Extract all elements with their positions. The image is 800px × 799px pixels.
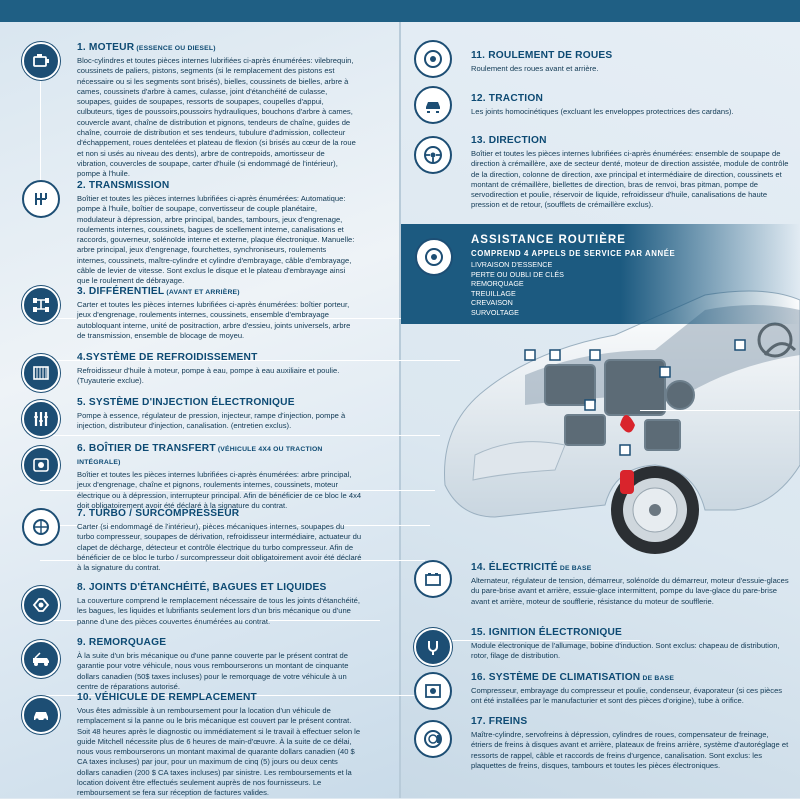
section-body: Roulement des roues avant et arrière. bbox=[471, 64, 599, 73]
roadside-assistance-banner bbox=[401, 224, 800, 324]
section-title: 3. DIFFÉRENTIEL (AVANT ET ARRIÈRE) bbox=[77, 286, 240, 297]
radiator-icon bbox=[22, 354, 60, 392]
section-body: À la suite d'un bris mécanique ou d'une panne couverte par le présent contrat de garantie pour votre véhicule, nous vous rembourserons un montant de cinquante dollars canadien (50$ taxes incluses) pour le remorquage de votre véhicule à un centre de réparations autorisé. bbox=[77, 651, 349, 691]
assistance-item: PERTE OU OUBLI DE CLÉS bbox=[471, 269, 564, 279]
assistance-title: ASSISTANCE ROUTIÈRE bbox=[471, 234, 626, 246]
assistance-list bbox=[471, 260, 564, 317]
section-seals bbox=[77, 582, 362, 627]
gearshift-icon bbox=[22, 180, 60, 218]
section-body: Module électronique de l'allumage, bobine d'induction. Sont exclus: chapeau de distribution, rotor, filage de distribution. bbox=[471, 641, 780, 661]
section-body: Carter et toutes les pièces internes lubrifiées ci-après énumérées: boîtier porteur, jeux d'engrenage, roulements internes, coussinets, ensemble d'embrayage autobloquant interne, unité de positraction, arbre d'essieu, joints universels, arbre de transmission, ensemble de blocage de moyeu. bbox=[77, 300, 351, 340]
section-electricity bbox=[471, 562, 791, 607]
section-title: 6. BOÎTIER DE TRANSFERT (VÉHICULE 4X4 OU TRACTION INTÉGRALE) bbox=[77, 443, 323, 466]
section-brakes bbox=[471, 716, 791, 771]
section-air-conditioning bbox=[471, 672, 791, 707]
section-title: 7. TURBO / SURCOMPRESSEUR bbox=[77, 508, 240, 519]
connector-line bbox=[40, 435, 440, 436]
top-band bbox=[0, 0, 800, 22]
panel-divider bbox=[399, 22, 401, 798]
section-title: 15. IGNITION ÉLECTRONIQUE bbox=[471, 627, 623, 638]
roadside-wheel-icon bbox=[415, 238, 453, 276]
connector-line bbox=[40, 74, 41, 184]
connector-line bbox=[640, 410, 800, 411]
assistance-item: SURVOLTAGE bbox=[471, 307, 519, 317]
section-body: Alternateur, régulateur de tension, démarreur, solénoïde du démarreur, moteur d'essuie-glaces du pare-brise avant et arrière, essuie-glace intermittent, pompe du lave-glace du pare-brise avant et arrière, moteur de soufflerie, résistance du moteur de soufflerie. bbox=[471, 576, 789, 606]
section-traction bbox=[471, 93, 791, 117]
battery-icon bbox=[414, 560, 452, 598]
section-title: 8. JOINTS D'ÉTANCHÉITÉ, BAGUES ET LIQUIDES bbox=[77, 582, 327, 593]
section-title: 16. SYSTÈME DE CLIMATISATION DE BASE bbox=[471, 672, 675, 683]
section-body: Compresseur, embrayage du compresseur et poulie, condenseur, évaporateur (si ces pièces ont été installées par le manufacturier et sont des pièces d'origine), tube à orifice. bbox=[471, 686, 783, 706]
section-transfer-case bbox=[77, 443, 362, 511]
assistance-item: CREVAISON bbox=[471, 298, 513, 307]
traction-icon bbox=[414, 86, 452, 124]
section-replacement-vehicle bbox=[77, 692, 362, 799]
section-injection bbox=[77, 397, 357, 432]
section-towing bbox=[77, 637, 362, 692]
engine-icon bbox=[22, 42, 60, 80]
section-steering bbox=[471, 135, 791, 211]
section-cooling bbox=[77, 352, 357, 387]
section-transmission bbox=[77, 180, 357, 287]
section-wheel-bearing bbox=[471, 50, 791, 74]
section-ignition bbox=[471, 627, 791, 662]
assistance-item: REMORQUAGE bbox=[471, 279, 524, 288]
section-body: Maître-cylindre, servofreins à dépression, cylindres de roues, compensateur de freinage, étriers de freins à disques avant et arrière, plateaux de freins arrière, système d'autoréglage et ressorts de rappel, câble et raccords de freins d'urgence, canalisation. Sont exclus: les plaquettes de freins, disques, tambours et toutes les pièces électroniques. bbox=[471, 730, 789, 770]
section-title: 9. REMORQUAGE bbox=[77, 637, 167, 648]
section-title: 11. ROULEMENT DE ROUES bbox=[471, 50, 613, 61]
car-keys-icon bbox=[22, 696, 60, 734]
brake-disc-icon bbox=[414, 720, 452, 758]
steering-wheel-icon bbox=[414, 136, 452, 174]
section-body: Pompe à essence, régulateur de pression, injecteur, rampe d'injection, pompe à injection, distributeur d'injection, canalisation. (entretien exclus). bbox=[77, 411, 346, 431]
section-body: Carter (si endommagé de l'intérieur), pièces mécaniques internes, soupapes du turbo compresseur, soupapes de dérivation, refroidisseur intermédiaire, actuateur du clapet de décharge, détecteur et contrôle électrique du turbo compresseur. Afin de bénéficier de ce bloc le turbo / surcompresseur doit obligatoirement avoir été déclaré à la signature du contrat. bbox=[77, 522, 362, 573]
differential-icon bbox=[22, 286, 60, 324]
section-title: 13. DIRECTION bbox=[471, 135, 547, 146]
section-title: 12. TRACTION bbox=[471, 93, 544, 104]
ignition-icon bbox=[414, 628, 452, 666]
transfer-case-icon bbox=[22, 446, 60, 484]
assistance-subtitle: COMPREND 4 APPELS DE SERVICE PAR ANNÉE bbox=[471, 249, 676, 258]
section-differential bbox=[77, 286, 357, 341]
section-title: 10. VÉHICULE DE REMPLACEMENT bbox=[77, 692, 257, 703]
section-body: Bloc-cylindres et toutes pièces internes lubrifiées ci-après énumérées: vilebrequin, coussinets de paliers, pistons, segments (si le remplacement des pistons est nécessaire ou si les segments sont brisés), bielles, coussinets de bielles, arbre à cames, coussinets d'arbre à cames, culasse, joint d'étanchéité de culasse, soupapes, guides de soupapes, ressorts de soupapes, coupelles d'appui, culbuteurs, tiges de poussoirs,poussoirs hydrauliques, bouchons d'arbre à cames, couvercle avant, chaîne de distribution et pignons, tendeurs de chaîne, guides de chaîne, courroie de distribution et ses tendeurs, tubulure d'admission, collecteur d'échappement, roues dentelées et plateau de flexion (si brisés au cœur de la roue et non si usés au niveau des dents), arbre de contrepoids, amortisseur de vibration, couvercles de soupape, carter d'huile (si endommagé de l'intérieur), pompe à l'huile. bbox=[77, 56, 356, 179]
section-body: La couverture comprend le remplacement nécessaire de tous les joints d'étanchéité, les bagues, les liquides et lubrifiants seulement lors d'un bris mécanique ou d'une panne d'une des pièces couvertes énumérées au contrat. bbox=[77, 596, 360, 626]
section-motor bbox=[77, 42, 357, 180]
turbo-icon bbox=[22, 508, 60, 546]
wheel-bearing-icon bbox=[414, 40, 452, 78]
section-turbo bbox=[77, 508, 362, 573]
injector-icon bbox=[22, 400, 60, 438]
section-title: 17. FREINS bbox=[471, 716, 528, 727]
gasket-icon bbox=[22, 586, 60, 624]
assistance-item: TREUILLAGE bbox=[471, 288, 516, 298]
section-body: Vous êtes admissible à un remboursement pour la location d'un véhicule de remplacement si la panne ou le bris mécanique est couvert par le présent contrat. Soit 48 heures après le diagnostic ou immédiatement si le travail à effectuer selon le guide Mitchell nécessite plus de 6 heures de main-d'œuvre. À la suite de ce délai, nous vous rembourserons un montant maximal de quarante dollars canadien (40 $ CA taxes incluses) par jour, pour un maximum de cinq (5) jours ou deux cents dollars canadien (200 $ CA taxes incluses) par sinistre. Les remboursements et la location doivent être effectués seulement auprès de nos fournisseurs. Le remboursement se fera sur réception de factures valides. bbox=[77, 706, 361, 798]
section-title: 14. ÉLECTRICITÉ DE BASE bbox=[471, 562, 592, 573]
section-body: Boîtier et toutes les pièces internes lubrifiées ci-après énumérées: ensemble de soupape de direction à crémaillère, axe de secteur denté, moteur de direction assistée, module de contrôle de la direction, colonne de direction, axe principal et intermédiaire de direction, coussinets et montant de crémaillère, biellettes de direction, bras de renvoi, bras pitman, pompe de servodirection et poulie, réservoir de liquide, refroidisseur d'huile, canalisations de haute pression et de retour, (soufflets de crémaillère exclus). bbox=[471, 149, 789, 210]
tow-truck-icon bbox=[22, 640, 60, 678]
section-title: 4.SYSTÈME DE REFROIDISSEMENT bbox=[77, 352, 258, 363]
section-title: 5. SYSTÈME D'INJECTION ÉLECTRONIQUE bbox=[77, 397, 295, 408]
section-body: Les joints homocinétiques (excluant les enveloppes protectrices des cardans). bbox=[471, 107, 734, 116]
assistance-item: LIVRAISON D'ESSENCE bbox=[471, 260, 553, 269]
section-title: 2. TRANSMISSION bbox=[77, 180, 170, 191]
ac-icon bbox=[414, 672, 452, 710]
section-body: Refroidisseur d'huile à moteur, pompe à eau, pompe à eau auxiliaire et poulie. (Tuyauterie exclue). bbox=[77, 366, 340, 386]
section-body: Boîtier et toutes les pièces internes lubrifiées ci-après énumérées: Automatique: pompe à l'huile, boîtier de soupape, convertisseur de couple planétaire, modulateur à dépression, arbre principal, bandes, tambours, jeux d'engrenage, roulements internes, coussinets, bagues de scellement interne, canalisations et raccords, gouverneur, solénoïde interne et externe, plaque électronique. Manuelle: arbre principal, jeux d'engrenage, fourchettes, synchroniseurs, roulements internes, coussinets, maître-cylindre et cylindre d'embrayage, câble d'embrayage, câble de levier de vitesse. Sont exclus le disque et le plateau d'embrayage ainsi que le roulement de débrayage. bbox=[77, 194, 355, 286]
section-title: 1. MOTEUR (ESSENCE OU DIESEL) bbox=[77, 42, 216, 53]
section-body: Boîtier et toutes les pièces internes lubrifiées ci-après énumérées: arbre principal, jeux d'engrenage, chaîne et pignons, roulements internes, coussinets, moteur électrique ou à dépression, interrupteur principal. Afin de bénéficier de ce bloc le 4x4 doit obligatoirement avoir été déclaré à la signature du contrat. bbox=[77, 470, 362, 510]
